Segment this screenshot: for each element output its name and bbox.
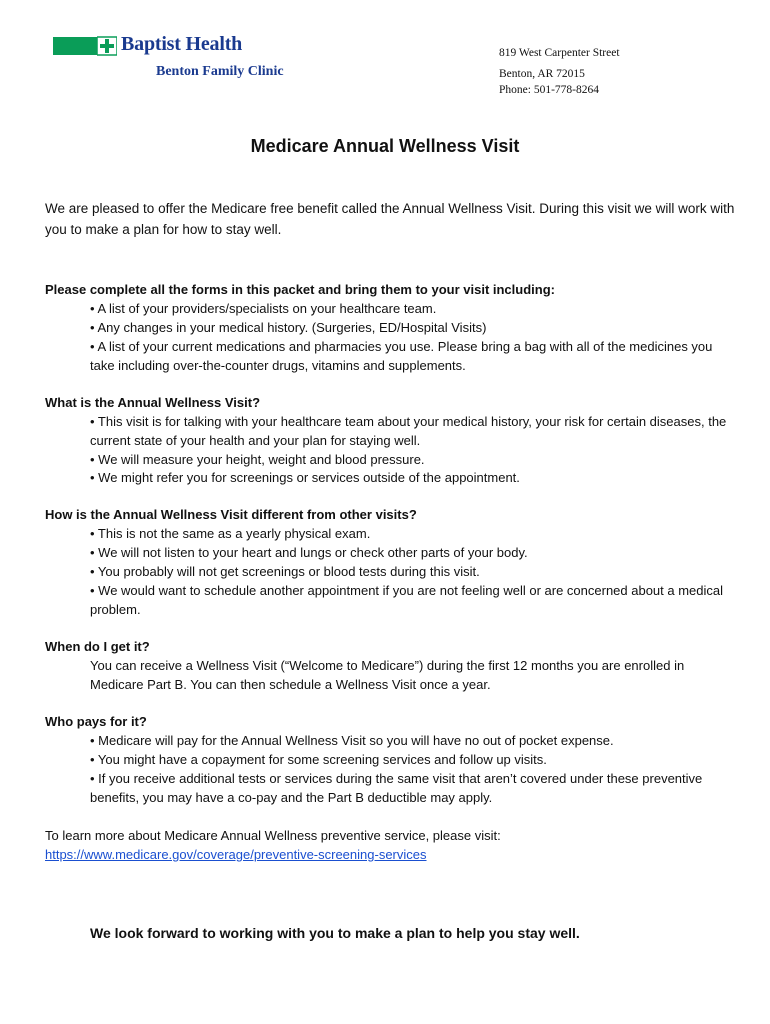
list-item: • You might have a copayment for some screening services and follow up visits. (90, 752, 547, 767)
logo-green-bar (53, 37, 97, 55)
list-item: • We will not listen to your heart and lungs or check other parts of your body. (90, 545, 528, 560)
intro-paragraph: We are pleased to offer the Medicare free benefit called the Annual Wellness Visit. During this visit we will work with you to make a plan for how to stay well. (45, 201, 735, 237)
list-item: • A list of your providers/specialists on your healthcare team. (90, 301, 437, 316)
section-heading-how: How is the Annual Wellness Visit different from other visits? (45, 507, 417, 522)
section-heading-when: When do I get it? (45, 639, 150, 654)
list-item: • We will measure your height, weight and blood pressure. (90, 452, 425, 467)
when-paragraph: You can receive a Wellness Visit (“Welcome to Medicare”) during the first 12 months you are enrolled in Medicare Part B. You can then schedule a Wellness Visit once a year. (90, 658, 685, 692)
list-item: • Any changes in your medical history. (Surgeries, ED/Hospital Visits) (90, 320, 487, 335)
address-line-1: 819 West Carpenter Street (499, 47, 620, 59)
list-item: • If you receive additional tests or services during the same visit that aren’t covered under these preventive benefits, you may have a co-pay and the Part B deductible may apply. (90, 771, 703, 805)
closing-statement: We look forward to working with you to make a plan to help you stay well. (90, 925, 580, 941)
list-item: • Medicare will pay for the Annual Wellness Visit so you will have no out of pocket expense. (90, 733, 614, 748)
section-heading-who: Who pays for it? (45, 714, 147, 729)
cross-icon (97, 35, 117, 57)
list-item: • You probably will not get screenings or blood tests during this visit. (90, 564, 480, 579)
baptist-health-logo (53, 35, 263, 61)
list-item: • We would want to schedule another appointment if you are not feeling well or are concerned about a medical problem. (90, 583, 724, 617)
address-line-2: Benton, AR 72015 (499, 68, 585, 80)
list-item: • A list of your current medications and pharmacies you use. Please bring a bag with all of the medicines you take including over-the-counter drugs, vitamins and supplements. (90, 339, 713, 373)
logo-text: Baptist Health (121, 33, 243, 55)
section-heading-forms: Please complete all the forms in this packet and bring them to your visit including: (45, 282, 555, 297)
learn-more-text: To learn more about Medicare Annual Wellness preventive service, please visit: (45, 828, 501, 843)
clinic-name: Benton Family Clinic (156, 64, 284, 79)
list-item: • This is not the same as a yearly physical exam. (90, 526, 371, 541)
list-item: • This visit is for talking with your healthcare team about your medical history, your risk for certain diseases, the current state of your health and your plan for staying well. (90, 414, 727, 448)
list-item: • We might refer you for screenings or services outside of the appointment. (90, 470, 520, 485)
page-title: Medicare Annual Wellness Visit (250, 136, 520, 156)
section-heading-what: What is the Annual Wellness Visit? (45, 395, 261, 410)
medicare-link[interactable]: https://www.medicare.gov/coverage/preventive-screening-services (45, 847, 427, 862)
phone-number: Phone: 501-778-8264 (499, 84, 599, 96)
